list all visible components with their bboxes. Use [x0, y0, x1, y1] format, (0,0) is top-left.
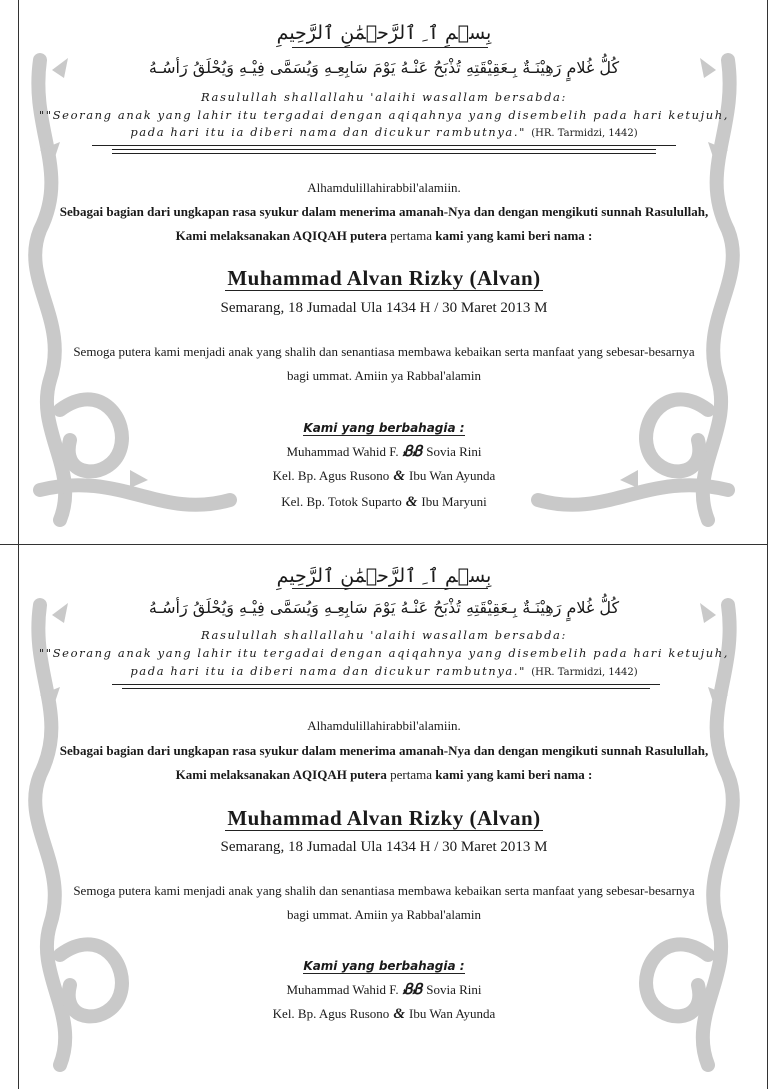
child-name [0, 806, 768, 831]
prayer-line1: Semoga putera kami menjadi anak yang shalih dan senantiasa membawa kebaikan serta manfaat yang sebesar-besarnya [73, 883, 695, 898]
prayer-line2: bagi ummat. Amiin ya Rabbal'alamin [286, 907, 482, 922]
hadith-source: (HR. Tarmidzi, 1442) [531, 667, 638, 678]
family-left: Muhammad Wahid F. [286, 982, 399, 997]
family-left: Muhammad Wahid F. [286, 444, 399, 459]
signature-heading-text: Kami yang berbahagia : [303, 421, 465, 435]
prayer-line2: bagi ummat. Amiin ya Rabbal'alamin [286, 368, 482, 383]
intro-line2-a: Kami melaksanakan AQIQAH putera [175, 228, 387, 243]
intro-line2-c: kami yang kami beri nama : [435, 228, 593, 243]
divider-line [112, 684, 660, 685]
hadith-translation-text: pada hari itu ia diberi nama dan dicukur rambutnya." [130, 664, 527, 678]
invitation-card-bottom [0, 545, 768, 1089]
hadith-translation-line1: ""Seorang anak yang lahir itu tergadai dengan aqiqahnya yang disembelih pada hari ketujuh, [38, 646, 730, 660]
divider-line [92, 145, 676, 146]
divider-line [122, 688, 650, 689]
hadith-arabic: كُلُّ غُلامٍ رَهِيْنَـةٌ بِـعَقِيْقَتِهِ تُذْبَحُ عَنْـهُ يَوْمَ سَابِعِـهِ وَيُسَمَّى فِيْـهِ وَيُحْلَقُ رَأسُـهُ [148, 58, 620, 77]
family-line [0, 1006, 768, 1023]
place-date: Semarang, 18 Jumadal Ula 1434 H / 30 Maret 2013 M [220, 839, 548, 855]
basmalah-underline [292, 588, 488, 589]
basmalah: بِسۡمِ ٱ ِ ٱلرَّحۡمَٰنِ ٱلرَّحِيمِ [276, 22, 492, 44]
greeting: Alhamdulillahirabbil'alamiin. [307, 718, 461, 733]
family-right: Sovia Rini [426, 444, 482, 459]
hadith-intro: Rasulullah shallallahu 'alaihi wasallam bersabda: [201, 90, 567, 104]
signature-heading-text: Kami yang berbahagia : [303, 959, 465, 973]
family-line [0, 494, 768, 511]
intro-line1: Sebagai bagian dari ungkapan rasa syukur dalam menerima amanah-Nya dan dengan mengikuti sunnah Rasulullah, [59, 204, 709, 219]
family-right: Ibu Wan Ayunda [408, 468, 496, 483]
hadith-translation-line2 [0, 664, 768, 678]
ampersand-ornament: & [405, 494, 418, 510]
family-left: Kel. Bp. Totok Suparto [281, 494, 402, 509]
divider-line [112, 149, 656, 150]
invitation-card-top [0, 0, 768, 544]
hadith-intro: Rasulullah shallallahu 'alaihi wasallam bersabda: [201, 628, 567, 642]
intro-line2 [0, 767, 768, 783]
intro-line2-b: pertama [390, 767, 433, 782]
ampersand-ornament: & [393, 1006, 405, 1022]
family-line [0, 981, 768, 999]
family-right: Sovia Rini [426, 982, 482, 997]
ampersand-ornament: ᏰᏰ [402, 982, 423, 998]
intro-line2-c: kami yang kami beri nama : [435, 767, 593, 782]
family-left: Kel. Bp. Agus Rusono [272, 1006, 390, 1021]
signature-heading [0, 959, 768, 973]
divider-line [112, 153, 656, 154]
signature-heading [0, 421, 768, 435]
family-line [0, 468, 768, 485]
prayer [40, 340, 728, 388]
child-name-text: Muhammad Alvan Rizky (Alvan) [227, 266, 541, 290]
intro-line2 [0, 228, 768, 244]
place-date: Semarang, 18 Jumadal Ula 1434 H / 30 Maret 2013 M [220, 300, 548, 316]
family-right: Ibu Maryuni [421, 494, 487, 509]
basmalah: بِسۡمِ ٱ ِ ٱلرَّحۡمَٰنِ ٱلرَّحِيمِ [276, 565, 492, 587]
hadith-translation-text: pada hari itu ia diberi nama dan dicukur rambutnya." [130, 125, 527, 139]
intro-line1: Sebagai bagian dari ungkapan rasa syukur dalam menerima amanah-Nya dan dengan mengikuti sunnah Rasulullah, [59, 743, 709, 758]
child-name [0, 266, 768, 291]
family-right: Ibu Wan Ayunda [408, 1006, 496, 1021]
hadith-arabic: كُلُّ غُلامٍ رَهِيْنَـةٌ بِـعَقِيْقَتِهِ تُذْبَحُ عَنْـهُ يَوْمَ سَابِعِـهِ وَيُسَمَّى فِيْـهِ وَيُحْلَقُ رَأسُـهُ [148, 598, 620, 617]
prayer [40, 879, 728, 927]
intro-line2-b: pertama [390, 228, 433, 243]
greeting: Alhamdulillahirabbil'alamiin. [307, 180, 461, 195]
prayer-line1: Semoga putera kami menjadi anak yang shalih dan senantiasa membawa kebaikan serta manfaat yang sebesar-besarnya [73, 344, 695, 359]
family-left: Kel. Bp. Agus Rusono [272, 468, 390, 483]
hadith-translation-line2 [0, 125, 768, 139]
child-name-text: Muhammad Alvan Rizky (Alvan) [227, 806, 541, 830]
ampersand-ornament: ᏰᏰ [402, 444, 423, 460]
hadith-source: (HR. Tarmidzi, 1442) [531, 128, 638, 139]
family-line [0, 443, 768, 461]
ampersand-ornament: & [393, 468, 405, 484]
intro-line2-a: Kami melaksanakan AQIQAH putera [175, 767, 387, 782]
hadith-translation-line1: ""Seorang anak yang lahir itu tergadai dengan aqiqahnya yang disembelih pada hari ketujuh, [38, 108, 730, 122]
basmalah-underline [292, 47, 488, 48]
